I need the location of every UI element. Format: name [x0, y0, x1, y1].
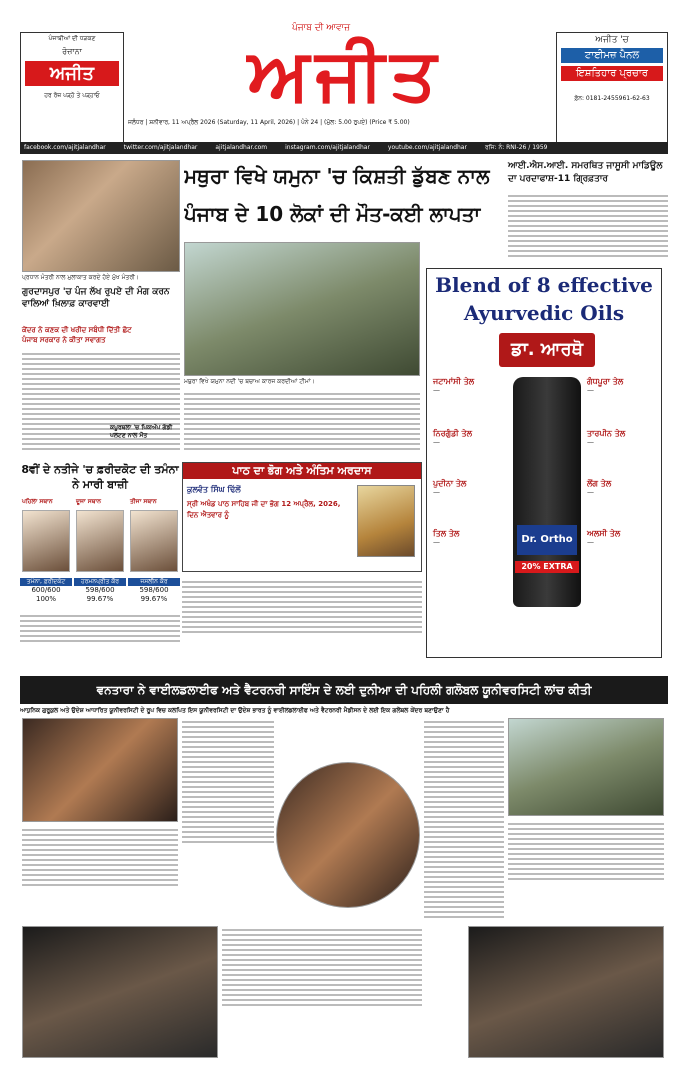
ceremony-photo-1 [22, 718, 178, 822]
social-strip [20, 142, 668, 154]
strip-item[interactable]: twitter.com/ajitjalandhar [123, 144, 198, 151]
crowd-photo [468, 926, 664, 1058]
ad-title-line-2: Ayurvedic Oils [463, 301, 625, 325]
oil-item: ਨਿਰਗੁੰਡੀ ਤੇਲ — [433, 429, 507, 447]
rank-label: ਪਹਿਲਾ ਸਥਾਨ [22, 498, 53, 505]
left-story-bullet: ਕੇਂਦਰ ਨੇ ਕਣਕ ਦੀ ਖਰੀਦ ਸਬੰਧੀ ਦਿੱਤੀ ਛੋਟ [22, 326, 132, 334]
pm-meeting-photo [22, 160, 180, 272]
bottom-col-4 [508, 820, 664, 920]
student-percent: 99.67% [86, 595, 114, 603]
boat-rescue-caption: ਮਥੁਰਾ ਵਿਖੇ ਯਮੁਨਾ ਨਦੀ 'ਚ ਬਚਾਅ ਕਾਰਜ ਕਰਦੀਆਂ ਟੀਮਾਂ। [184, 378, 315, 385]
obituary-notice [182, 462, 422, 572]
student-percent: 99.67% [140, 595, 168, 603]
obituary-head: ਪਾਠ ਦਾ ਭੋਗ ਅਤੇ ਅੰਤਿਮ ਅਰਦਾਸ [183, 463, 421, 479]
student-photo [22, 510, 70, 572]
right-ear-phone: ਫ਼ੋਨ: 0181-2455961-62-63 [574, 95, 650, 102]
left-ear-bottom: ਹਰ ਰੋਜ਼ ਪੜ੍ਹੋ ਤੇ ਪੜ੍ਹਾਓ [44, 92, 100, 99]
left-story-bullet: ਪੰਜਾਬ ਸਰਕਾਰ ਨੇ ਕੀਤਾ ਸਵਾਗਤ [22, 336, 106, 344]
oil-name: ਗੰਧਪੂਰਾ ਤੇਲ [587, 377, 624, 386]
obituary-details: ਸ੍ਰੀ ਅਖੰਡ ਪਾਠ ਸਾਹਿਬ ਜੀ ਦਾ ਭੋਗ 12 ਅਪ੍ਰੈਲ, 2026, ਦਿਨ ਐਤਵਾਰ ਨੂੰ [187, 500, 341, 519]
right-story-body [508, 192, 668, 264]
bottom-col-1 [22, 826, 178, 922]
left-ear-box [20, 32, 124, 144]
oil-name: ਪੁਦੀਨਾ ਤੇਲ [433, 479, 467, 488]
ad-brand: ਡਾ. ਆਰਥੋ [499, 333, 595, 367]
bottom-col-2 [182, 718, 274, 922]
newspaper-logo: ਅਜੀਤ [247, 31, 443, 116]
ad-title-line-1: Blend of 8 effective [435, 273, 653, 297]
boat-rescue-photo [184, 242, 420, 376]
side-headline: ਕਪੂਰਥਲਾ 'ਚ ਪਿਕਅੱਪ ਗੱਡੀ ਪਲਟਣ ਨਾਲ ਮੌਤ [110, 424, 173, 439]
student-percent: 100% [35, 595, 56, 603]
right-ear-box [556, 32, 668, 144]
ayurvedic-oil-advertisement [426, 268, 662, 658]
oil-item: ਜਟਾਮਾਂਸੀ ਤੇਲ — [433, 377, 507, 395]
oil-item: ਲੌਂਗ ਤੇਲ — [587, 479, 659, 497]
oil-name: ਅਲਸੀ ਤੇਲ [587, 529, 621, 538]
bottle-label: Dr. Ortho [517, 525, 577, 555]
obituary-portrait [357, 485, 415, 557]
speaker-photo [276, 762, 420, 908]
student-name: ਹਰਮਨਪ੍ਰੀਤ ਕੌਰ [74, 578, 126, 586]
rank-label: ਤੀਜਾ ਸਥਾਨ [130, 498, 157, 505]
strip-item: ਰਜਿ: ਨੰ: RNI-26 / 1959 [484, 144, 548, 151]
results-headline: 8ਵੀਂ ਦੇ ਨਤੀਜੇ 'ਚ ਫ਼ਰੀਦਕੋਟ ਦੀ ਤਮੰਨਾ ਨੇ ਮਾਰੀ ਬਾਜ਼ੀ [21, 463, 179, 491]
right-ear-ad: ਇਸ਼ਤਿਹਾਰ ਪ੍ਰਚਾਰ [561, 66, 663, 81]
oil-item: ਗੰਧਪੂਰਾ ਤੇਲ — [587, 377, 659, 395]
ad-offer: 20% EXTRA [515, 561, 579, 573]
right-ear-top: ਅਜੀਤ 'ਚ [595, 35, 629, 45]
masthead-tagline: ਪੰਜਾਬ ਦੀ ਆਵਾਜ਼ [292, 23, 351, 33]
oil-name: ਤਾਰਪੀਨ ਤੇਲ [587, 429, 626, 438]
oil-item: ਅਲਸੀ ਤੇਲ — [587, 529, 659, 547]
bottom-col-5 [222, 926, 422, 1058]
left-ear-top: ਪੰਜਾਬੀਆਂ ਦੀ ਧੜਕਣ [48, 35, 96, 42]
strip-item[interactable]: instagram.com/ajitjalandhar [285, 144, 370, 151]
oil-name: ਨਿਰਗੁੰਡੀ ਤੇਲ [433, 429, 473, 438]
oil-name: ਤਿਲ ਤੇਲ [433, 529, 460, 538]
oil-name: ਜਟਾਮਾਂਸੀ ਤੇਲ [433, 377, 475, 386]
left-story-body [22, 350, 180, 458]
rank-label: ਦੂਜਾ ਸਥਾਨ [76, 498, 101, 505]
student-marks: 600/600 [31, 586, 61, 594]
oil-item: ਤਿਲ ਤੇਲ — [433, 529, 507, 547]
strip-item[interactable]: facebook.com/ajitjalandhar [24, 144, 106, 151]
lead-body [184, 390, 420, 456]
right-story-headline: ਆਈ.ਐਸ.ਆਈ. ਸਮਰਥਿਤ ਜਾਸੂਸੀ ਮਾਡਿਊਲ ਦਾ ਪਰਦਾਫਾਸ਼-11 ਗ੍ਰਿਫ਼ਤਾਰ [508, 161, 663, 184]
vantara-subhead: ਆਧੁਨਿਕ ਗੁਰੂਕੁਲ ਅਤੇ ਉਦੇਸ਼ ਆਧਾਰਿਤ ਯੂਨੀਵਰਸਿਟੀ ਦੇ ਰੂਪ ਵਿਚ ਕਲਪਿਤ ਇਸ ਯੂਨੀਵਰਸਿਟੀ ਦਾ ਉਦੇਸ਼ ਭਾਰਤ ਨੂੰ ਵਾਈਲਡਲਾਈਫ ਅਤੇ ਵੈਟਰਨਰੀ ਮੈਡੀਸਨ ਦੇ ਲਈ ਇਕ ਗਲੋਬਲ ਕੇਂਦਰ ਬਣਾਉਣਾ ਹੈ [20, 707, 450, 714]
student-name: ਤਮੰਨਾ, ਫ਼ਰੀਦਕੋਟ [20, 578, 72, 586]
results-section [20, 462, 180, 662]
strip-item[interactable]: ajitjalandhar.com [215, 144, 268, 151]
pm-meeting-caption: ਪ੍ਰਧਾਨ ਮੰਤਰੀ ਨਾਲ ਮੁਲਾਕਾਤ ਕਰਦੇ ਹੋਏ ਮੁੱਖ ਮੰਤਰੀ। [22, 274, 139, 281]
lead-headline-1: ਮਥੁਰਾ ਵਿਖੇ ਯਮੁਨਾ 'ਚ ਕਿਸ਼ਤੀ ਡੁੱਬਣ ਨਾਲ [184, 164, 490, 188]
right-ear-mid: ਟਾਈਮਜ਼ ਪੈਨਲ [561, 48, 663, 63]
results-body [20, 612, 180, 658]
left-ear-mid: ਰੋਜ਼ਾਨਾ [62, 47, 82, 56]
obituary-name: ਕੁਲਵੰਤ ਸਿੰਘ ਢਿੱਲੋਂ [187, 485, 241, 494]
student-photo [130, 510, 178, 572]
event-photo-right [508, 718, 664, 816]
oil-name: ਲੌਂਗ ਤੇਲ [587, 479, 612, 488]
oil-item: ਪੁਦੀਨਾ ਤੇਲ — [433, 479, 507, 497]
student-marks: 598/600 [139, 586, 169, 594]
left-story-headline: ਗੁਰਦਾਸਪੁਰ 'ਚ ਪੰਜ ਲੱਖ ਰੁਪਏ ਦੀ ਮੰਗ ਕਰਨ ਵਾਲਿਆਂ ਖ਼ਿਲਾਫ਼ ਕਾਰਵਾਈ [22, 287, 170, 309]
lead-headline-2: ਪੰਜਾਬ ਦੇ 10 ਲੋਕਾਂ ਦੀ ਮੌਤ-ਕਈ ਲਾਪਤਾ [184, 202, 481, 226]
obituary-lower-text [182, 578, 422, 670]
ceremony-photo-2 [22, 926, 218, 1058]
vantara-banner: ਵਨਤਾਰਾ ਨੇ ਵਾਈਲਡਲਾਈਫ ਅਤੇ ਵੈਟਰਨਰੀ ਸਾਇੰਸ ਦੇ ਲਈ ਦੁਨੀਆ ਦੀ ਪਹਿਲੀ ਗਲੋਬਲ ਯੂਨੀਵਰਸਿਟੀ ਲਾਂਚ ਕੀਤੀ [20, 676, 668, 704]
oil-item: ਤਾਰਪੀਨ ਤੇਲ — [587, 429, 659, 447]
oil-bottle-image [513, 377, 581, 607]
left-ear-brand: ਅਜੀਤ [25, 61, 119, 86]
student-name: ਜਸਲੀਨ ਕੌਰ [128, 578, 180, 586]
student-photo [76, 510, 124, 572]
student-marks: 598/600 [85, 586, 115, 594]
dateline: ਜਲੰਧਰ | ਸ਼ਨੀਵਾਰ, 11 ਅਪ੍ਰੈਲ 2026 (Saturday, 11 April, 2026) | ਪੰਨੇ 24 | (ਮੁੱਲ: 5.00 ਰੁਪਏ) (Price ₹ 5.00) [128, 119, 410, 126]
strip-item[interactable]: youtube.com/ajitjalandhar [387, 144, 467, 151]
